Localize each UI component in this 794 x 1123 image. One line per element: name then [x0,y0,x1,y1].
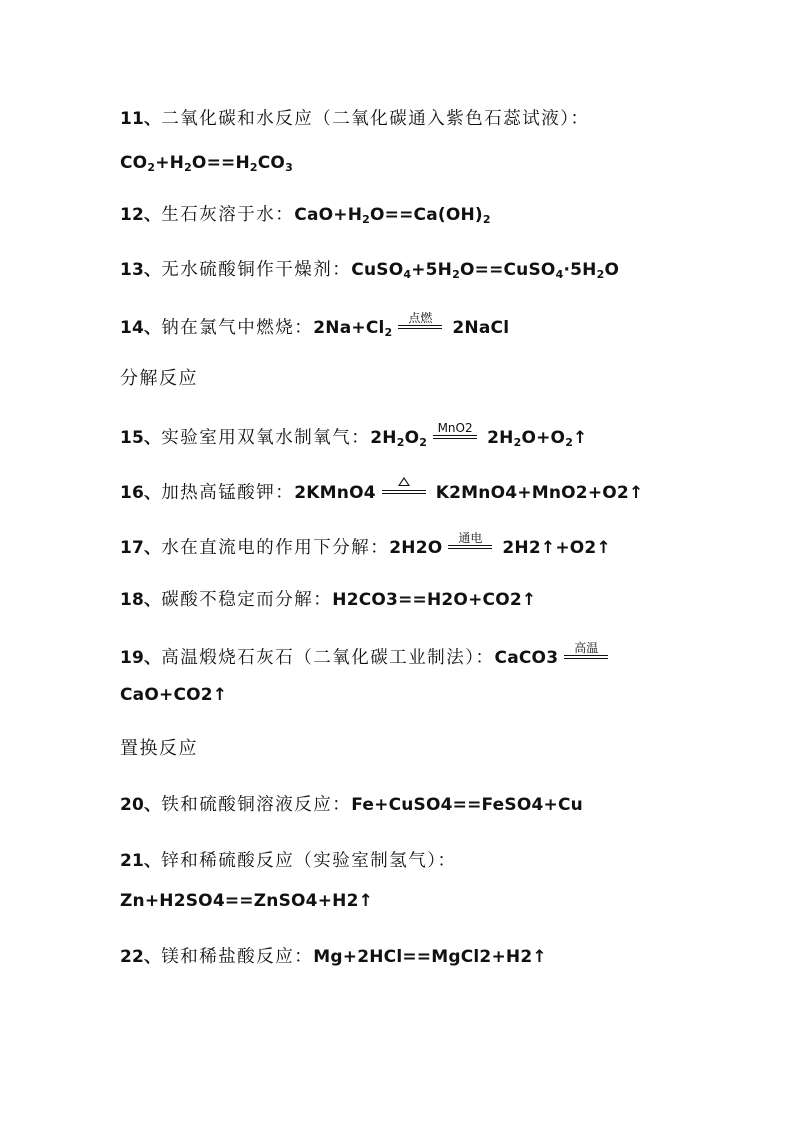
equation-16: 16、加热高锰酸钾：2KMnO4 K2MnO4+MnO2+O2↑ [120,482,643,504]
section-heading-displacement: 置换反应 [120,738,198,759]
item-description: 二氧化碳和水反应（二氧化碳通入紫色石蕊试液）： [161,109,590,129]
equation-21-title: 21、锌和稀硫酸反应（实验室制氢气）： [120,851,457,871]
equation-12: 12、生石灰溶于水：$CaO+H_2O==Ca(OH)_2$ [120,205,491,226]
reaction-arrow: 点燃 [398,317,442,339]
equation-18: 18、碳酸不稳定而分解：H2CO3==H2O+CO2↑ [120,590,537,610]
equation-13: 13、无水硫酸铜作干燥剂：$CuSO_4+5H_2O==CuSO_4\cdot 5H_2O$ [120,260,620,281]
reaction-arrow: 通电 [448,537,492,559]
equation-11: $CO_2+H_2O==H_2CO_3$ [120,153,293,174]
equation-15: 15、实验室用双氧水制氧气：$2H_2O_2$ MnO2 $2H_2O+O_2↑$ [120,421,588,449]
equation-21: Zn+H2SO4==ZnSO4+H2↑ [120,891,374,911]
equation-19-title: 19、高温煅烧石灰石（二氧化碳工业制法）：CaCO3 高温 [120,647,618,669]
item-number: 11、 [120,109,162,129]
reaction-arrow: 高温 [564,647,608,669]
equation-17: 17、水在直流电的作用下分解：2H2O 通电 2H2↑+O2↑ [120,531,611,558]
section-heading-decomposition: 分解反应 [120,368,198,389]
equation-14: 14、钠在氯气中燃烧：$2Na+Cl_2$ 点燃 2NaCl [120,311,510,339]
equation-22: 22、镁和稀盐酸反应：Mg+2HCl==MgCl2+H2↑ [120,947,547,967]
equation-20: 20、铁和硫酸铜溶液反应：Fe+CuSO4==FeSO4+Cu [120,795,583,815]
heat-triangle-icon [398,477,410,486]
equation-19: CaO+CO2↑ [120,685,228,705]
reaction-arrow: MnO2 [433,427,477,449]
equation-11-title [120,108,590,130]
heat-arrow [382,482,426,504]
